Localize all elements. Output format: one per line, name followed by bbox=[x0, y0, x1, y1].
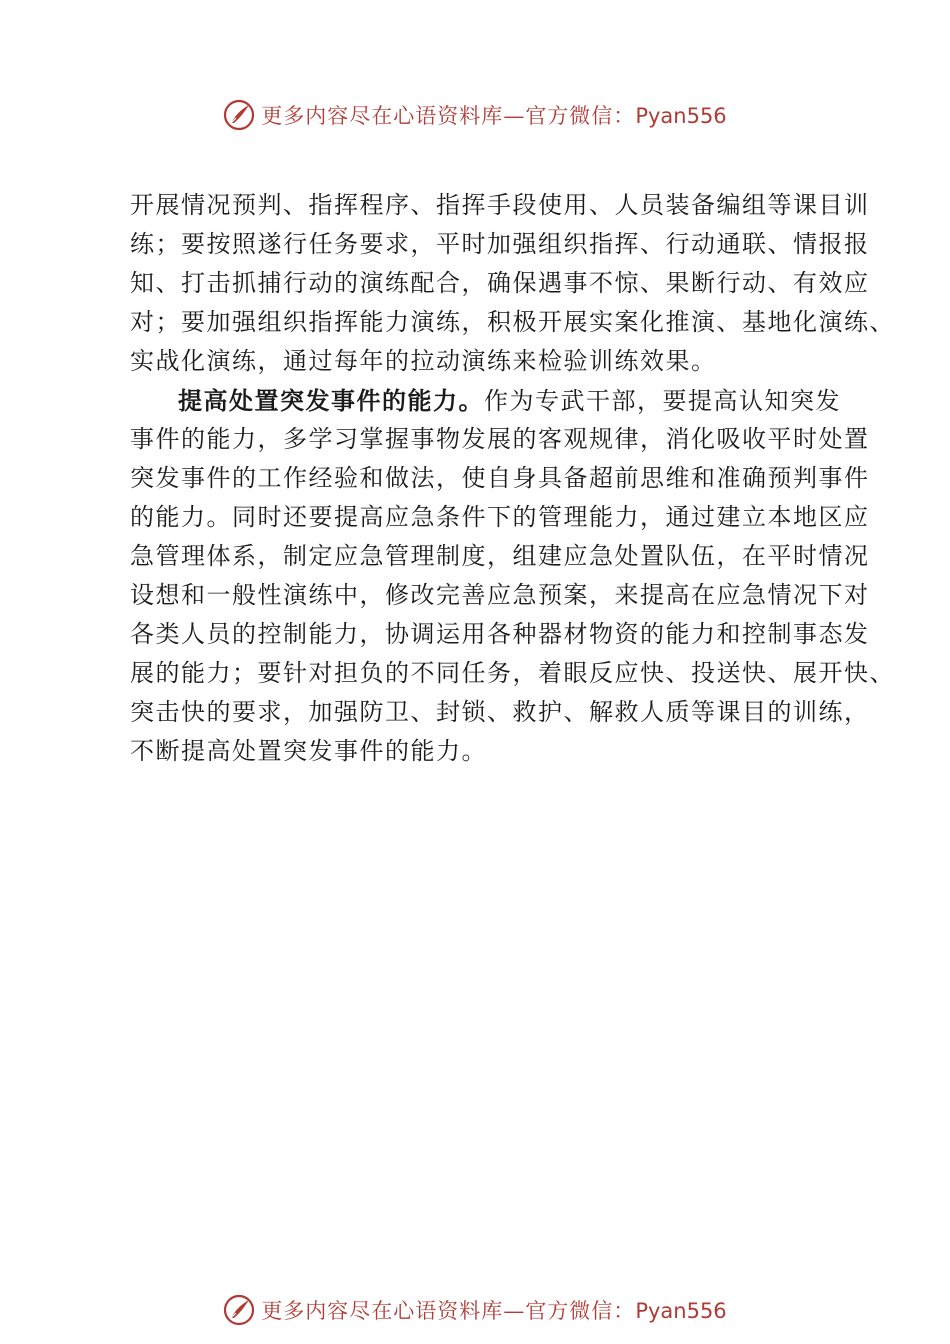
text-run: 作为专武干部，要提高认知突发 bbox=[484, 387, 841, 415]
text-line: 知、打击抓捕行动的演练配合，确保遇事不惊、果断行动、有效应 bbox=[130, 269, 870, 297]
paragraph-2 bbox=[130, 381, 895, 771]
quill-logo-icon bbox=[223, 99, 255, 131]
banner-wechat-label: 官方微信： bbox=[525, 1299, 636, 1323]
text-line: 各类人员的控制能力，协调运用各种器材物资的能力和控制事态发 bbox=[130, 620, 870, 648]
text-line: 展的能力；要针对担负的不同任务，着眼反应快、投送快、展开快、 bbox=[130, 659, 895, 687]
document-body bbox=[130, 186, 895, 771]
paragraph-heading: 提高处置突发事件的能力。 bbox=[178, 386, 484, 415]
text-line: 开展情况预判、指挥程序、指挥手段使用、人员装备编组等课目训 bbox=[130, 191, 870, 219]
banner-main-text: 更多内容尽在心语资料库 bbox=[261, 1299, 504, 1323]
header-banner bbox=[0, 95, 950, 135]
text-line: 的能力。同时还要提高应急条件下的管理能力，通过建立本地区应 bbox=[130, 503, 870, 531]
text-line: 突击快的要求，加强防卫、封锁、救护、解救人质等课目的训练， bbox=[130, 698, 870, 726]
banner-wechat-id: Pyan556 bbox=[635, 1299, 727, 1323]
text-line: 急管理体系，制定应急管理制度，组建应急处置队伍，在平时情况 bbox=[130, 542, 870, 570]
banner-text bbox=[261, 100, 726, 130]
text-line: 对；要加强组织指挥能力演练，积极开展实案化推演、基地化演练、 bbox=[130, 308, 895, 336]
text-line: 实战化演练，通过每年的拉动演练来检验训练效果。 bbox=[130, 347, 717, 375]
banner-dash: — bbox=[503, 1299, 526, 1323]
banner-wechat-label: 官方微信： bbox=[525, 104, 636, 128]
banner-main-text: 更多内容尽在心语资料库 bbox=[261, 104, 504, 128]
banner-wechat-id: Pyan556 bbox=[635, 104, 727, 128]
quill-logo-icon bbox=[223, 1294, 255, 1326]
text-line: 突发事件的工作经验和做法，使自身具备超前思维和准确预判事件 bbox=[130, 464, 870, 492]
banner-text bbox=[261, 1295, 726, 1325]
text-line: 不断提高处置突发事件的能力。 bbox=[130, 737, 487, 765]
footer-banner bbox=[0, 1290, 950, 1330]
paragraph-1 bbox=[130, 186, 895, 381]
text-line bbox=[130, 381, 845, 420]
banner-dash: — bbox=[503, 104, 526, 128]
text-line: 事件的能力，多学习掌握事物发展的客观规律，消化吸收平时处置 bbox=[130, 425, 870, 453]
text-line: 练；要按照遂行任务要求，平时加强组织指挥、行动通联、情报报 bbox=[130, 230, 870, 258]
text-line: 设想和一般性演练中，修改完善应急预案，来提高在应急情况下对 bbox=[130, 581, 870, 609]
